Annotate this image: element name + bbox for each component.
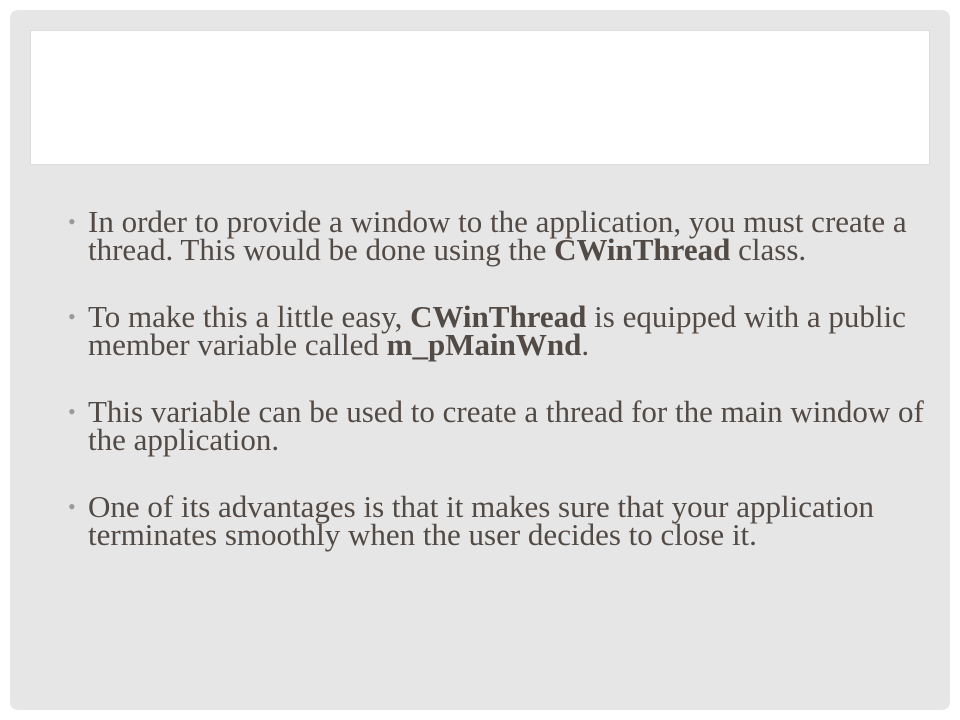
text-run: This variable can be used to create a thread for the main window of the application.	[88, 394, 924, 457]
text-run-bold: CWinThread	[554, 232, 731, 267]
text-run: class.	[730, 232, 807, 267]
bullet-item	[68, 299, 928, 362]
text-run-bold: m_pMainWnd	[386, 327, 582, 362]
slide-title-box	[30, 30, 930, 165]
slide	[10, 10, 950, 710]
bullet-text	[88, 204, 907, 267]
bullet-dot-icon: •	[68, 494, 76, 519]
text-run: .	[581, 327, 590, 362]
bullet-text	[88, 394, 924, 457]
text-run: In order to provide a window to the application, you must create a thread. This would be done using the	[88, 204, 907, 267]
bullet-dot-icon: •	[68, 399, 76, 424]
text-run-bold: CWinThread	[410, 299, 587, 334]
bullet-item	[68, 204, 928, 267]
bullet-item	[68, 394, 928, 457]
bullet-text	[88, 489, 874, 552]
bullet-text	[88, 299, 906, 362]
bullet-item	[68, 489, 928, 552]
bullet-dot-icon: •	[68, 304, 76, 329]
text-run: To make this a little easy,	[88, 299, 411, 334]
bullet-dot-icon: •	[68, 209, 76, 234]
text-run: One of its advantages is that it makes sure that your application terminates smoothly when the user decides to close it.	[88, 489, 874, 552]
text-run: is equipped with a public member variable called	[88, 299, 906, 362]
bullet-list	[68, 204, 928, 588]
